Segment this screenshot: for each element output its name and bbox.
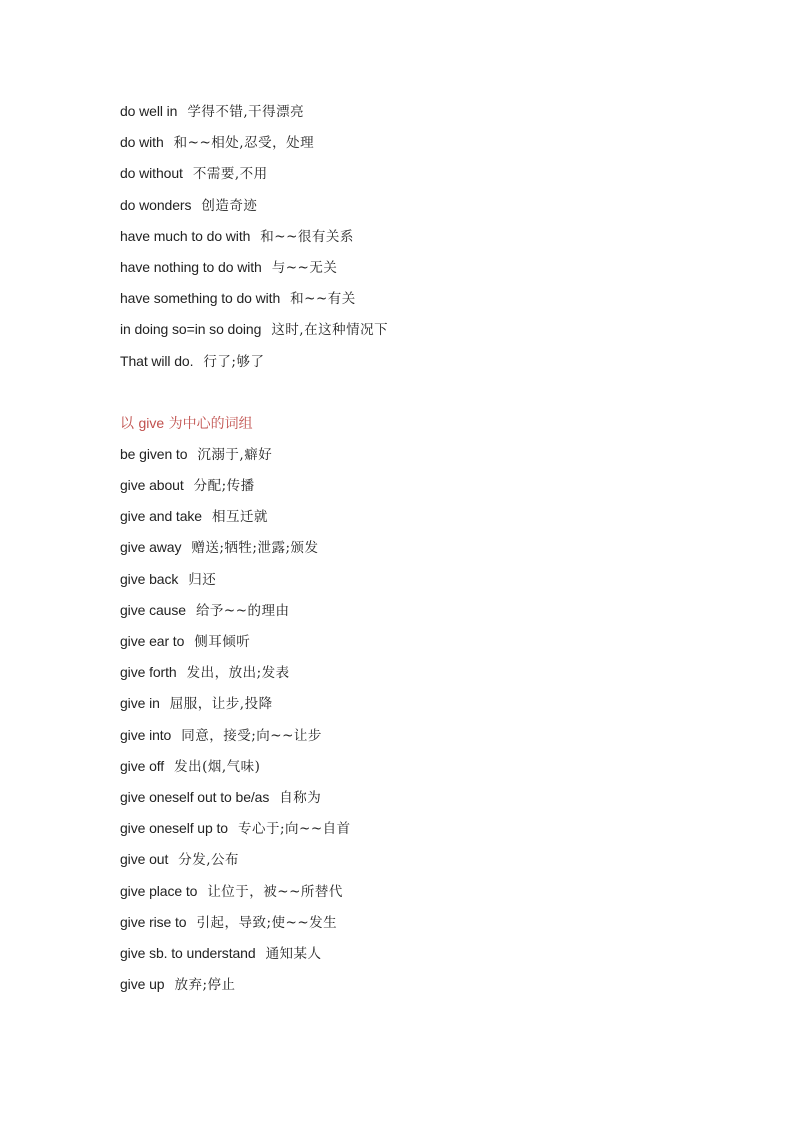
phrase-english: give in <box>120 695 160 712</box>
phrase-english: give cause <box>120 601 186 618</box>
phrase-english: have nothing to do with <box>120 258 262 275</box>
phrase-entry <box>120 318 720 349</box>
phrase-english: give ear to <box>120 633 185 649</box>
phrase-english: in doing so=in so doing <box>120 321 262 338</box>
phrase-entry <box>120 131 720 162</box>
phrase-entry <box>120 287 720 318</box>
heading-suffix: 为中心的词组 <box>168 415 253 432</box>
phrase-chinese: 通知某人 <box>265 945 322 962</box>
phrase-entry <box>120 973 720 1004</box>
phrase-entry <box>120 162 720 193</box>
phrase-english: be given to <box>120 445 188 462</box>
do-phrase-list <box>120 100 720 381</box>
phrase-entry <box>120 568 720 599</box>
phrase-entry <box>120 817 720 848</box>
phrase-chinese: 沉溺于,癖好 <box>197 446 273 463</box>
section-heading <box>120 412 720 443</box>
phrase-chinese: 分配;传播 <box>193 478 255 495</box>
phrase-english: give and take <box>120 508 202 525</box>
give-phrase-list <box>120 443 720 1004</box>
phrase-english: That will do. <box>120 352 194 369</box>
phrase-english: do without <box>120 165 183 182</box>
phrase-chinese: 给予~~的理由 <box>195 602 290 619</box>
phrase-english: give sb. to understand <box>120 944 256 961</box>
phrase-chinese: 和~~相处,忍受，处理 <box>173 135 315 152</box>
phrase-chinese: 行了;够了 <box>203 353 265 370</box>
phrase-english: give oneself out to be/as <box>120 788 270 805</box>
phrase-english: give oneself up to <box>120 820 228 837</box>
phrase-entry <box>120 692 720 723</box>
phrase-entry <box>120 256 720 287</box>
phrase-english: give rise to <box>120 913 187 930</box>
phrase-chinese: 自称为 <box>279 789 322 806</box>
phrase-english: do wonders <box>120 196 192 213</box>
phrase-entry <box>120 848 720 879</box>
section-gap <box>120 381 720 412</box>
phrase-entry <box>120 942 720 973</box>
phrase-entry <box>120 880 720 911</box>
phrase-english: give place to <box>120 882 198 899</box>
phrase-english: give off <box>120 757 165 774</box>
phrase-english: give back <box>120 570 179 587</box>
phrase-english: have something to do with <box>120 290 281 307</box>
phrase-chinese: 让位于，被~~所替代 <box>207 883 343 900</box>
phrase-entry <box>120 911 720 942</box>
phrase-english: do well in <box>120 103 178 119</box>
phrase-chinese: 专心于;向~~自首 <box>237 821 351 838</box>
phrase-chinese: 引起，导致;使~~发生 <box>196 914 338 931</box>
phrase-entry <box>120 443 720 474</box>
phrase-entry <box>120 599 720 630</box>
document-page <box>120 100 720 1004</box>
phrase-entry <box>120 536 720 567</box>
phrase-english: give about <box>120 477 184 494</box>
phrase-chinese: 和~~有关 <box>290 291 356 308</box>
phrase-chinese: 归还 <box>188 571 217 588</box>
phrase-entry <box>120 630 720 661</box>
phrase-chinese: 同意，接受;向~~让步 <box>181 727 322 744</box>
phrase-chinese: 创造奇迹 <box>201 197 258 214</box>
phrase-chinese: 赠送;牺牲;泄露;颁发 <box>191 540 319 557</box>
phrase-chinese: 与~~无关 <box>271 259 338 276</box>
phrase-entry <box>120 755 720 786</box>
phrase-entry <box>120 505 720 536</box>
phrase-chinese: 学得不错,干得漂亮 <box>187 104 305 120</box>
phrase-chinese: 这时,在这种情况下 <box>271 322 389 339</box>
phrase-chinese: 屈服，让步,投降 <box>169 696 273 713</box>
phrase-entry <box>120 661 720 692</box>
phrase-english: give up <box>120 976 165 993</box>
phrase-chinese: 发出，放出;发表 <box>186 665 290 682</box>
phrase-entry <box>120 194 720 225</box>
phrase-chinese: 侧耳倾听 <box>194 634 251 650</box>
phrase-english: give forth <box>120 664 177 681</box>
phrase-entry <box>120 225 720 256</box>
phrase-chinese: 不需要,不用 <box>192 166 268 183</box>
phrase-chinese: 相互迁就 <box>211 509 268 526</box>
phrase-english: give out <box>120 851 169 868</box>
phrase-entry <box>120 100 720 131</box>
phrase-english: do with <box>120 134 164 151</box>
phrase-chinese: 和~~很有关系 <box>260 228 354 245</box>
phrase-english: have much to do with <box>120 227 251 244</box>
phrase-chinese: 分发,公布 <box>178 852 240 869</box>
phrase-chinese: 发出(烟,气味) <box>174 758 261 775</box>
phrase-chinese: 放弃;停止 <box>174 977 236 994</box>
phrase-english: give into <box>120 726 172 743</box>
heading-keyword: give <box>138 414 165 431</box>
phrase-entry <box>120 474 720 505</box>
phrase-english: give away <box>120 539 182 556</box>
phrase-entry <box>120 350 720 381</box>
heading-prefix: 以 <box>120 415 134 432</box>
phrase-entry <box>120 724 720 755</box>
phrase-entry <box>120 786 720 817</box>
